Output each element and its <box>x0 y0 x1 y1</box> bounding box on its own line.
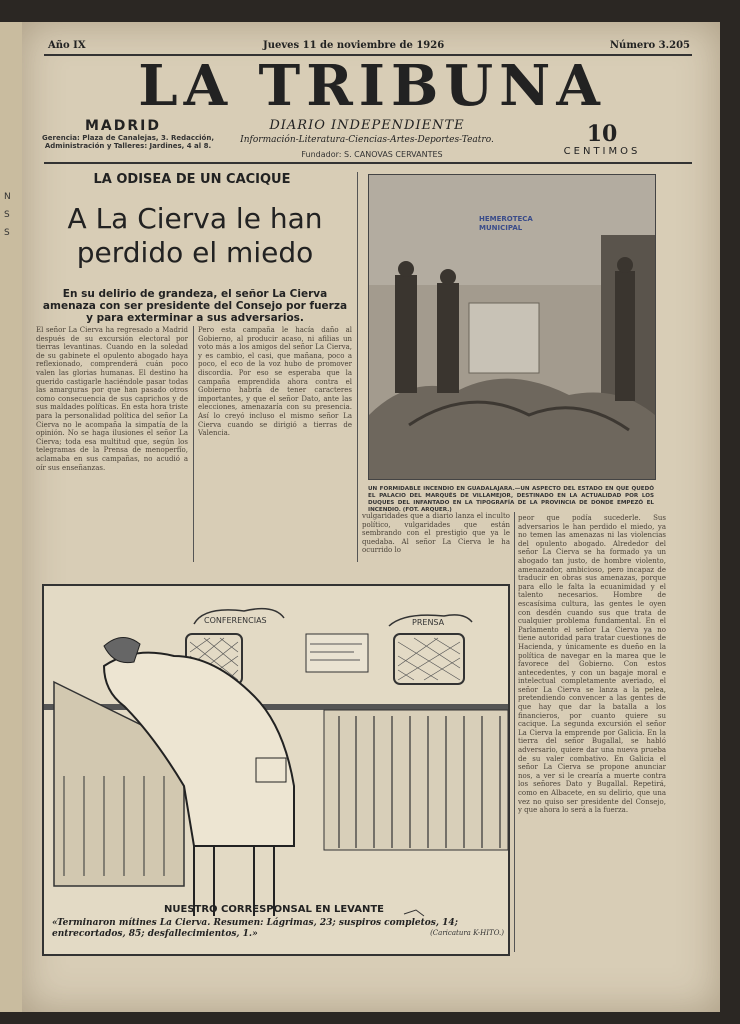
year-label: Año IX <box>48 40 86 51</box>
price-block <box>542 122 662 157</box>
subjects-line: Información-Literatura-Ciencias-Artes-Deportes-Teatro. <box>240 135 494 145</box>
date-label: Jueves 11 de noviembre de 1926 <box>263 40 445 51</box>
founder-line: Fundador: S. CANOVAS CERVANTES <box>301 150 443 159</box>
photo-caption: UN FORMIDABLE INCENDIO EN GUADALAJARA.—UN ASPECTO DEL ESTADO EN QUE QUEDÓ EL PALACIO DEL MARQUÉS DE VILLAMEJOR, DESTINADO EN LA ACTUALIDAD POR LOS DUQUES DEL INFANTADO EN LA TIPOGRAFÍA DE LA PROVINCIA DE DONDE EMPEZÓ EL INCENDIO. (FOT. ARQUER.) <box>368 486 654 513</box>
article-deck: En su delirio de grandeza, el señor La Cierva amenaza con ser presidente del Consejo por fuerza y para exterminar a sus adversarios. <box>42 288 348 324</box>
article-column-3: peor que podía sucederle. Sus adversarios le han perdido el miedo, ya no temen las amenazas ni las violencias del opulento abogado. Alrededor del señor La Cierva se ha formado ya un abogado tan justo, de hombre violento, amenazador, ambicioso, pero incapaz de traducir en obras sus amenazas, porque para ello le falta la ecuanimidad y el talento necesarios. Hombre de escasísima cultura, las gentes le oyen con desdén cuando sus que trata de cualquier problema fundamental. En el Parlamento el señor La Cierva ya no tiene autoridad para tratar cuestiones de Hacienda, y únicamente es dueño en la política de navegar en la marea que le favorece del Gobierno. Con estos antecedentes, y con un bagaje moral e intelectual completamente averiado, el señor La Cierva se lanza a la pelea, pretendiendo convencer a las gentes de que hay que dar la batalla a los financieros, por cuanto quiere su cacique. La segunda excursión el señor La Cierva la emprende por Galicia. En la tierra del señor Bugallal, se habló adversario, quiere dar una nueva prueba de su valer combativo. En Galicia el señor La Cierva se propone anunciar nos, a ver si le crearía a muerte contra los señores Dato y Bugallal. Repetirá, como en Albacete, en su delirio, que una vez no quiso ser presidente del Consejo, y que ahora lo será a la fuerza. <box>518 514 666 815</box>
city-label: MADRID <box>85 118 161 134</box>
adjacent-page-edge: N S S <box>0 22 22 1012</box>
article-headline: A La Cierva le han perdido el miedo <box>67 202 323 269</box>
article-column-2b: vulgaridades que a diario lanza el inculto político, vulgaridades que están sembrando con el prestigio que ya le quedaba. Al señor La Cierva le ha ocurrido lo <box>362 512 510 555</box>
stamp-line-2: MUNICIPAL <box>479 224 523 232</box>
cartoon-credit: (Caricatura K-HITO.) <box>430 929 504 937</box>
cartoon-title: NUESTRO CORRESPONSAL EN LEVANTE <box>164 904 384 915</box>
article-column-2: Pero esta campaña le hacía daño al Gobierno, al producir acaso, ni afilias un voto más a los amigos del señor La Cierva, y es cambio, el casi, que mañana, poco a poco, el eco de la voz hubo de promover discordia. Por eso se esperaba que la campaña emprendida ahora contra el Gobierno habría de tener caracteres importantes, y que el señor Dato, ante las elecciones, amenazaría con su presencia. Así lo creyó incluso el mismo señor La Cierva cuando se dirigió a tierras de Valencia. <box>198 326 352 438</box>
newspaper-page <box>22 22 720 1012</box>
cartoon-illustration <box>44 586 508 954</box>
press-sign: PRENSA <box>412 618 445 627</box>
cartoon-frame <box>42 584 510 956</box>
masthead-title: LA TRIBUNA <box>138 53 606 119</box>
stamp-line-1: HEMEROTECA <box>479 215 533 223</box>
column-divider <box>357 172 358 562</box>
conferences-sign: CONFERENCIAS <box>204 616 267 625</box>
tagline: DIARIO INDEPENDIENTE <box>269 118 465 133</box>
header-rule-bottom <box>44 162 692 164</box>
address-label: Gerencia: Plaza de Canalejas, 3. Redacción, Administración y Talleres: Jardines, 4 al 8. <box>42 134 214 150</box>
column-divider <box>514 512 515 952</box>
library-stamp <box>479 215 533 233</box>
header-topline <box>48 40 690 54</box>
price-unit: CENTIMOS <box>563 146 641 157</box>
cartoon-caption: «Terminaron mítines La Cierva. Resumen: Lágrimas, 23; suspiros completos, 14; entrecortados, 85; desfallecimientos, 1.» <box>52 918 458 939</box>
article-kicker: LA ODISEA DE UN CACIQUE <box>93 172 291 187</box>
issue-number: Número 3.205 <box>609 40 690 51</box>
price-number: 10 <box>586 121 618 147</box>
article-column-1: El señor La Cierva ha regresado a Madrid después de su excursión electoral por tierras levantinas. Cuando en la soledad de su gabinete el opulento abogado haya reflexionado, comprenderá cuán poco valen las glorias humanas. El destino ha querido castigarle haciéndole pasar todas las amarguras por que han pasado otros como consecuencia de sus caprichos y de sus maldades políticas. En esta hora triste para la personalidad política del señor La Cierva no le acompaña la simpatía de la opinión. No se haga ilusiones el señor La Cierva; toda esa multitud que, según los telegramas de la Prensa de menoperfío, aclamaba en sus campañas, no acudió a oír sus enseñanzas. <box>36 326 188 472</box>
column-divider <box>193 326 194 562</box>
